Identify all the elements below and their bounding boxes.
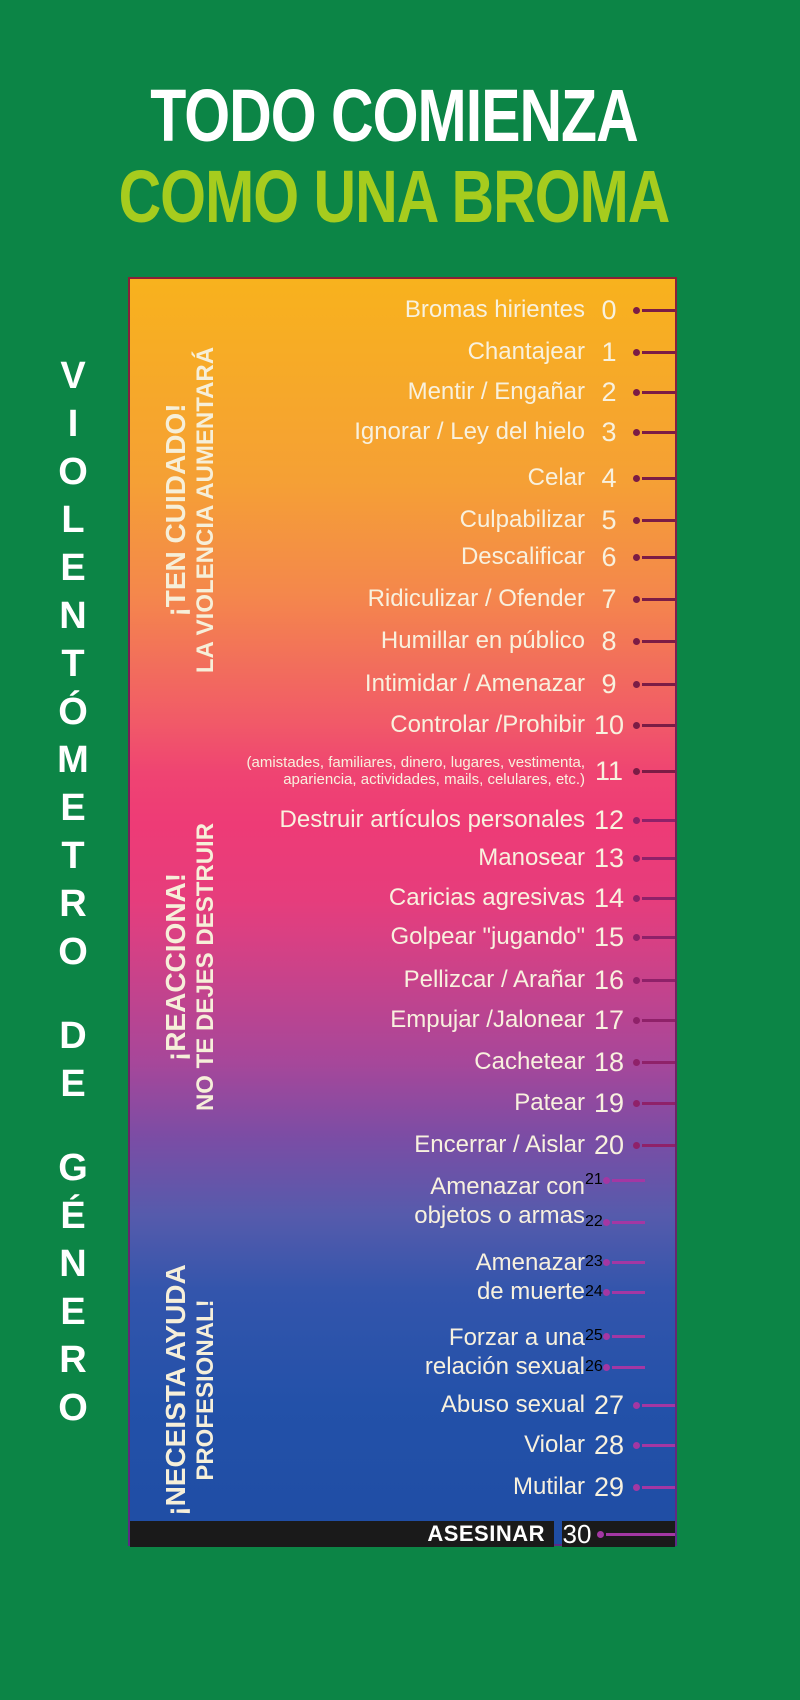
- row-label: Patear: [514, 1089, 585, 1116]
- scale-row: [130, 411, 675, 453]
- section-line: PROFESIONAL!: [192, 1299, 219, 1481]
- scale-row: [130, 1384, 675, 1426]
- tick-dot-icon: [633, 1402, 640, 1409]
- row-label: Bromas hirientes: [404, 296, 585, 323]
- tick-line-icon: [612, 1335, 645, 1338]
- row-label: Descalificar: [460, 543, 585, 570]
- tick-dot-icon: [633, 1142, 640, 1149]
- row-number: 6: [601, 541, 617, 572]
- side-word-letter: M: [57, 739, 89, 781]
- scale-tick-icon: [633, 1142, 675, 1149]
- tick-dot-icon: [633, 596, 640, 603]
- row-label: Cachetear: [474, 1048, 585, 1075]
- row-label: Abuso sexual: [440, 1391, 585, 1418]
- scale-tick-icon: [603, 1219, 645, 1226]
- section-line: NO TE DEJES DESTRUIR: [192, 822, 219, 1112]
- side-word-letter: O: [58, 1387, 88, 1429]
- group-label: [425, 1323, 585, 1381]
- tick-line-icon: [642, 936, 675, 939]
- group-label: [414, 1172, 585, 1230]
- row-number: 5: [601, 504, 617, 535]
- scale-row-group: [130, 1159, 675, 1243]
- side-word-letter: N: [59, 595, 87, 637]
- side-word-letter: G: [58, 1147, 88, 1189]
- scale-tick-icon: [597, 1531, 675, 1538]
- row-note-label: [130, 754, 585, 788]
- scale-tick-icon: [633, 855, 675, 862]
- word-gap: [44, 976, 102, 1012]
- scale-tick-icon: [633, 554, 675, 561]
- scale-tick-icon: [633, 722, 675, 729]
- scale-row: [130, 289, 675, 331]
- tick-dot-icon: [633, 638, 640, 645]
- scale-tick-icon: [633, 1484, 675, 1491]
- tick-line-icon: [642, 309, 675, 312]
- tick-dot-icon: [633, 349, 640, 356]
- group-number-row: [585, 1346, 675, 1388]
- tick-dot-icon: [633, 389, 640, 396]
- scale-tick-icon: [633, 638, 675, 645]
- side-word-letter: I: [67, 403, 79, 445]
- tick-dot-icon: [633, 977, 640, 984]
- note-line: (amistades, familiares, dinero, lugares, vestimenta,: [246, 754, 585, 771]
- side-word-letter: L: [61, 499, 85, 541]
- scale-row: [130, 877, 675, 919]
- tick-line-icon: [642, 1144, 675, 1147]
- tick-line-icon: [642, 519, 675, 522]
- group-number-row: [585, 1271, 675, 1313]
- scale-tick-icon: [633, 517, 675, 524]
- side-word-letter: E: [60, 1291, 86, 1333]
- scale-tick-icon: [633, 429, 675, 436]
- tick-line-icon: [612, 1261, 645, 1264]
- side-word-letter: É: [60, 1195, 86, 1237]
- tick-line-icon: [642, 431, 675, 434]
- row-number: 14: [593, 882, 625, 913]
- scale-row-note: [130, 748, 675, 794]
- tick-dot-icon: [633, 554, 640, 561]
- side-word-letter: T: [61, 835, 85, 877]
- row-number: 4: [601, 462, 617, 493]
- tick-line-icon: [612, 1366, 645, 1369]
- row-number: 25: [585, 1327, 603, 1344]
- tick-dot-icon: [633, 429, 640, 436]
- side-word-letter: N: [59, 1243, 87, 1285]
- tick-line-icon: [612, 1221, 645, 1224]
- tick-dot-icon: [603, 1364, 610, 1371]
- group-label-line: de muerte: [476, 1278, 585, 1305]
- row-label: Manosear: [478, 844, 585, 871]
- tick-line-icon: [642, 1102, 675, 1105]
- tick-line-icon: [642, 477, 675, 480]
- row-label: Ignorar / Ley del hielo: [354, 418, 585, 445]
- tick-dot-icon: [633, 1059, 640, 1066]
- scale-row: [130, 1082, 675, 1124]
- row-label: Controlar /Prohibir: [390, 711, 585, 738]
- group-label-line: Amenazar: [475, 1249, 585, 1276]
- scale-row: [130, 620, 675, 662]
- row-label: Mentir / Engañar: [407, 378, 585, 405]
- row-label: Intimidar / Amenazar: [364, 670, 585, 697]
- section-line: LA VIOLENCIA AUMENTARÁ: [192, 346, 219, 674]
- row-label: ASESINAR: [427, 1521, 545, 1546]
- row-number: 22: [585, 1213, 603, 1230]
- tick-line-icon: [642, 391, 675, 394]
- side-word-letter: V: [60, 355, 86, 397]
- row-label: Chantajear: [467, 338, 585, 365]
- scale-tick-icon: [633, 307, 675, 314]
- row-number: 29: [593, 1471, 625, 1502]
- section-line: ¡NECEISTA AYUDA: [160, 1264, 191, 1516]
- title-line-2: COMO UNA BROMA: [118, 155, 670, 239]
- side-vertical-title: [44, 352, 102, 1432]
- row-number: 28: [593, 1429, 625, 1460]
- scale-row-group: [130, 1315, 675, 1388]
- group-number-row: [585, 1159, 675, 1201]
- tick-dot-icon: [633, 895, 640, 902]
- side-word-letter: O: [58, 931, 88, 973]
- row-number: 27: [593, 1389, 625, 1420]
- row-label: Caricias agresivas: [388, 884, 585, 911]
- tick-dot-icon: [603, 1259, 610, 1266]
- tick-dot-icon: [603, 1289, 610, 1296]
- scale-row: [130, 331, 675, 373]
- scale-tick-icon: [633, 1017, 675, 1024]
- tick-line-icon: [642, 724, 675, 727]
- tick-line-icon: [642, 1061, 675, 1064]
- tick-line-icon: [642, 683, 675, 686]
- tick-line-icon: [642, 770, 675, 773]
- row-number: 16: [593, 964, 625, 995]
- row-number: 12: [593, 804, 625, 835]
- tick-line-icon: [642, 640, 675, 643]
- row-number: 15: [593, 921, 625, 952]
- scale-row: [130, 999, 675, 1041]
- tick-line-icon: [642, 1486, 675, 1489]
- section-line: ¡REACCIONA!: [160, 872, 191, 1062]
- scale-row: [130, 536, 675, 578]
- row-label: Encerrar / Aislar: [414, 1131, 585, 1158]
- scale-row: [130, 663, 675, 705]
- scale-row: [130, 916, 675, 958]
- row-number: 30: [562, 1518, 592, 1549]
- final-bar-number-segment: [562, 1518, 675, 1549]
- side-word-letter: Ó: [58, 691, 88, 733]
- tick-dot-icon: [633, 722, 640, 729]
- tick-dot-icon: [633, 517, 640, 524]
- tick-dot-icon: [633, 475, 640, 482]
- side-word-letter: D: [59, 1015, 87, 1057]
- scale-tick-icon: [633, 681, 675, 688]
- row-number: 23: [585, 1253, 603, 1270]
- tick-line-icon: [642, 897, 675, 900]
- row-number: 1: [601, 336, 617, 367]
- group-number-row: [585, 1201, 675, 1243]
- row-number: 13: [593, 842, 625, 873]
- tick-dot-icon: [633, 681, 640, 688]
- row-number: 17: [593, 1004, 625, 1035]
- word-gap: [44, 1108, 102, 1144]
- scale-row: [130, 578, 675, 620]
- row-label: Empujar /Jalonear: [390, 1006, 585, 1033]
- scale-row-group: [130, 1241, 675, 1313]
- side-word-letter: T: [61, 643, 85, 685]
- scale-tick-icon: [633, 934, 675, 941]
- note-line: apariencia, actividades, mails, celulares, etc.): [283, 771, 585, 788]
- scale-tick-icon: [633, 1059, 675, 1066]
- scale-row: [130, 1466, 675, 1508]
- row-number: 26: [585, 1358, 603, 1375]
- side-word-letter: E: [60, 787, 86, 829]
- tick-dot-icon: [633, 817, 640, 824]
- scale-tick-icon: [603, 1289, 645, 1296]
- row-number: 19: [593, 1087, 625, 1118]
- final-bar-black-segment: [130, 1521, 554, 1547]
- scale-tick-icon: [633, 895, 675, 902]
- row-number: 7: [601, 583, 617, 614]
- scale-row: [130, 799, 675, 841]
- scale-tick-icon: [633, 1100, 675, 1107]
- scale-row: [130, 1041, 675, 1083]
- row-number: 11: [594, 755, 624, 786]
- tick-line-icon: [642, 556, 675, 559]
- tick-line-icon: [642, 857, 675, 860]
- section-line: ¡TEN CUIDADO!: [160, 403, 191, 617]
- scale-tick-icon: [603, 1364, 645, 1371]
- row-label: Culpabilizar: [459, 506, 585, 533]
- scale-tick-icon: [633, 768, 675, 775]
- tick-line-icon: [642, 1019, 675, 1022]
- row-label: Destruir artículos personales: [279, 806, 585, 833]
- row-label: Pellizcar / Arañar: [403, 966, 585, 993]
- scale-tick-icon: [603, 1259, 645, 1266]
- poster-title: [0, 74, 788, 239]
- tick-line-icon: [606, 1533, 675, 1536]
- scale-tick-icon: [633, 349, 675, 356]
- side-word-letter: E: [60, 1063, 86, 1105]
- row-number: 8: [601, 625, 617, 656]
- tick-dot-icon: [633, 1017, 640, 1024]
- row-number: 3: [601, 416, 617, 447]
- row-label: Ridiculizar / Ofender: [367, 585, 585, 612]
- tick-line-icon: [612, 1179, 645, 1182]
- tick-line-icon: [642, 351, 675, 354]
- scale-tick-icon: [633, 1442, 675, 1449]
- tick-dot-icon: [633, 855, 640, 862]
- tick-line-icon: [642, 598, 675, 601]
- scale-tick-icon: [633, 817, 675, 824]
- scale-tick-icon: [633, 389, 675, 396]
- scale-tick-icon: [633, 1402, 675, 1409]
- scale-row: [130, 837, 675, 879]
- row-number: 10: [593, 709, 625, 740]
- tick-line-icon: [642, 979, 675, 982]
- scale-tick-icon: [633, 475, 675, 482]
- tick-dot-icon: [633, 1100, 640, 1107]
- scale-row: [130, 704, 675, 746]
- scale-tick-icon: [633, 596, 675, 603]
- group-label-line: Forzar a una: [448, 1323, 585, 1351]
- side-word-letter: E: [60, 547, 86, 589]
- row-number: 0: [601, 294, 617, 325]
- group-label-line: Amenazar con: [430, 1173, 585, 1200]
- scale-row: [130, 457, 675, 499]
- tick-dot-icon: [633, 307, 640, 314]
- row-label: Humillar en público: [380, 627, 585, 654]
- tick-line-icon: [642, 1444, 675, 1447]
- row-number: 20: [593, 1129, 625, 1160]
- tick-dot-icon: [633, 768, 640, 775]
- violence-scale-panel: [128, 277, 677, 1549]
- side-word-letter: O: [58, 451, 88, 493]
- tick-dot-icon: [603, 1177, 610, 1184]
- row-number: 2: [601, 376, 617, 407]
- title-line-1: TODO COMIENZA: [150, 74, 638, 158]
- tick-dot-icon: [603, 1333, 610, 1340]
- final-row-asesinar: [130, 1518, 675, 1549]
- group-label: [476, 1248, 585, 1306]
- tick-line-icon: [642, 1404, 675, 1407]
- tick-dot-icon: [633, 934, 640, 941]
- row-label: Golpear "jugando": [390, 923, 585, 950]
- scale-tick-icon: [603, 1333, 645, 1340]
- side-word-letter: R: [59, 883, 87, 925]
- scale-row: [130, 499, 675, 541]
- row-number: 24: [585, 1283, 603, 1300]
- row-number: 9: [601, 668, 617, 699]
- tick-line-icon: [612, 1291, 645, 1294]
- tick-dot-icon: [633, 1484, 640, 1491]
- side-word-letter: R: [59, 1339, 87, 1381]
- scale-tick-icon: [633, 977, 675, 984]
- row-label: Celar: [527, 464, 585, 491]
- group-label-line: objetos o armas: [414, 1202, 585, 1229]
- row-number: 18: [593, 1046, 625, 1077]
- row-label: Mutilar: [512, 1473, 585, 1500]
- group-label-line: relación sexual: [424, 1352, 585, 1380]
- scale-row: [130, 959, 675, 1001]
- tick-dot-icon: [597, 1531, 604, 1538]
- tick-dot-icon: [633, 1442, 640, 1449]
- row-number: 21: [585, 1171, 603, 1188]
- scale-tick-icon: [603, 1177, 645, 1184]
- scale-row: [130, 1424, 675, 1466]
- tick-dot-icon: [603, 1219, 610, 1226]
- tick-line-icon: [642, 819, 675, 822]
- scale-row: [130, 371, 675, 413]
- row-label: Violar: [524, 1431, 585, 1458]
